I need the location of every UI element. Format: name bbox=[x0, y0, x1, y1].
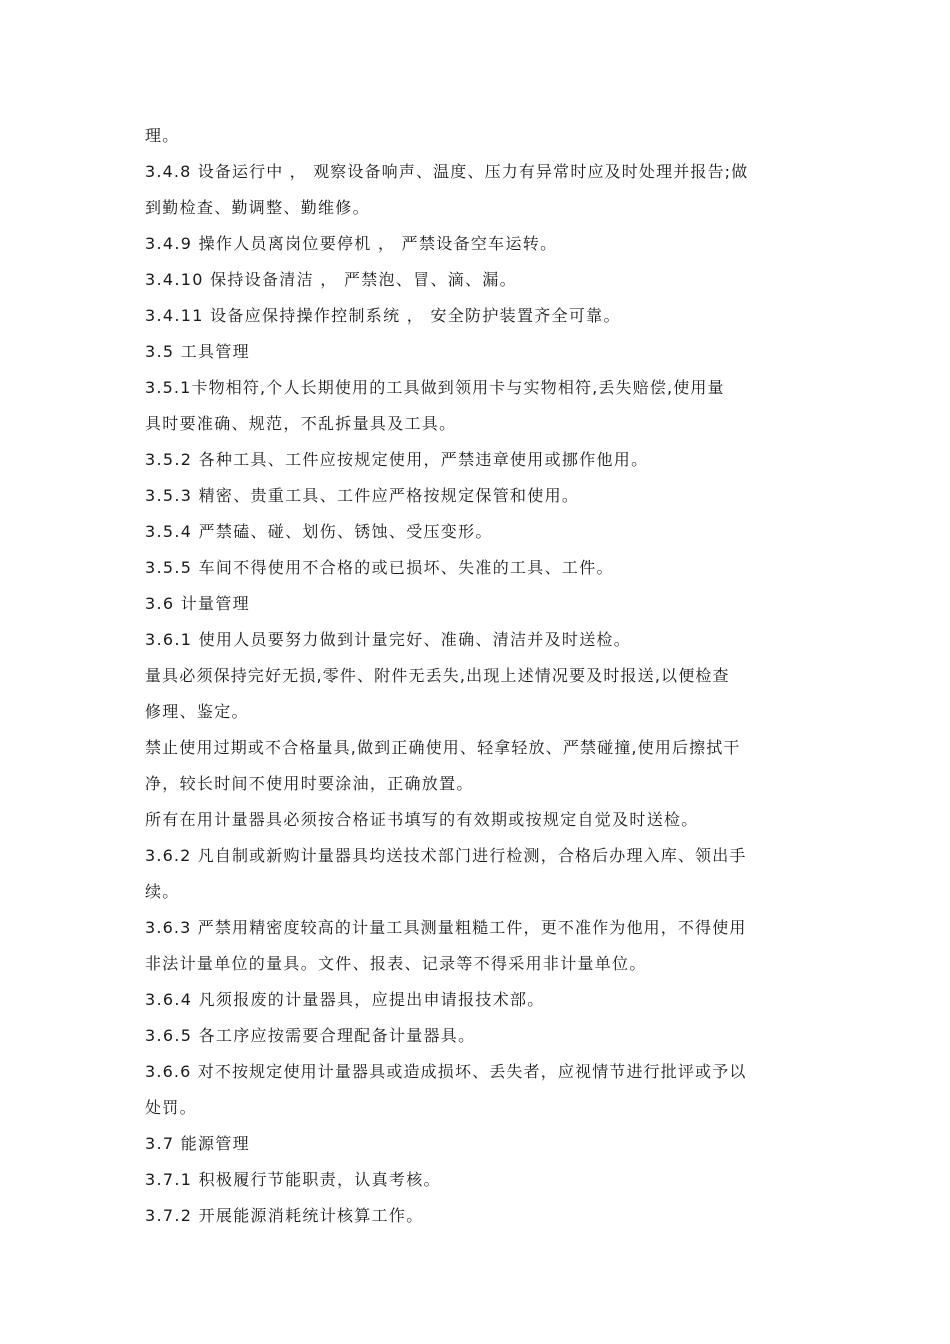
text-line: 所有在用计量器具必须按合格证书填写的有效期或按规定自觉及时送检。 bbox=[145, 810, 699, 829]
text-line: 3.7.2 开展能源消耗统计核算工作。 bbox=[145, 1206, 424, 1225]
text-line: 量具必须保持完好无损,零件、附件无丢失,出现上述情况要及时报送,以便检查 bbox=[145, 666, 730, 685]
text-line: 3.5.3 精密、贵重工具、工件应严格按规定保管和使用。 bbox=[145, 486, 580, 505]
text-line: 净，较长时间不使用时要涂油，正确放置。 bbox=[145, 774, 474, 793]
text-line: 3.6.3 严禁用精密度较高的计量工具测量粗糙工件，更不准作为他用，不得使用 bbox=[145, 918, 747, 937]
text-line: 3.4.8 设备运行中 ， 观察设备响声、温度、压力有异常时应及时处理并报告;做 bbox=[145, 162, 749, 181]
text-line: 具时要准确、规范，不乱拆量具及工具。 bbox=[145, 414, 457, 433]
text-line: 修理、鉴定。 bbox=[145, 702, 249, 721]
text-line: 3.5.4 严禁磕、碰、划伤、锈蚀、受压变形。 bbox=[145, 522, 493, 541]
section-heading: 3.7 能源管理 bbox=[145, 1134, 250, 1153]
section-heading: 3.6 计量管理 bbox=[145, 594, 250, 613]
text-line: 非法计量单位的量具。文件、报表、记录等不得采用非计量单位。 bbox=[145, 954, 647, 973]
text-line: 3.4.11 设备应保持操作控制系统 ， 安全防护装置齐全可靠。 bbox=[145, 306, 621, 325]
text-line: 禁止使用过期或不合格量具,做到正确使用、轻拿轻放、严禁碰撞,使用后擦拭干 bbox=[145, 738, 741, 757]
text-line: 3.6.4 凡须报废的计量器具，应提出申请报技术部。 bbox=[145, 990, 545, 1009]
text-line: 3.6.6 对不按规定使用计量器具或造成损坏、丢失者，应视情节进行批评或予以 bbox=[145, 1062, 747, 1081]
text-line: 3.6.5 各工序应按需要合理配备计量器具。 bbox=[145, 1026, 476, 1045]
text-line: 3.6.1 使用人员要努力做到计量完好、准确、清洁并及时送检。 bbox=[145, 630, 632, 649]
text-line: 3.5.2 各种工具、工件应按规定使用，严禁违章使用或挪作他用。 bbox=[145, 450, 649, 469]
text-line: 3.7.1 积极履行节能职责，认真考核。 bbox=[145, 1170, 441, 1189]
text-line: 3.6.2 凡自制或新购计量器具均送技术部门进行检测，合格后办理入库、领出手 bbox=[145, 846, 747, 865]
text-line: 3.4.9 操作人员离岗位要停机 ， 严禁设备空车运转。 bbox=[145, 234, 558, 253]
text-line: 处罚。 bbox=[145, 1098, 197, 1117]
text-line: 到勤检查、勤调整、勤维修。 bbox=[145, 198, 370, 217]
text-line: 续。 bbox=[145, 882, 180, 901]
document-body bbox=[145, 118, 810, 1234]
text-line: 3.5.5 车间不得使用不合格的或已损坏、失准的工具、工件。 bbox=[145, 558, 614, 577]
section-heading: 3.5 工具管理 bbox=[145, 342, 250, 361]
text-line: 3.5.1卡物相符,个人长期使用的工具做到领用卡与实物相符,丢失赔偿,使用量 bbox=[145, 378, 725, 397]
text-line: 3.4.10 保持设备清洁 ， 严禁泡、冒、滴、漏。 bbox=[145, 270, 517, 289]
text-line: 理。 bbox=[145, 126, 180, 145]
